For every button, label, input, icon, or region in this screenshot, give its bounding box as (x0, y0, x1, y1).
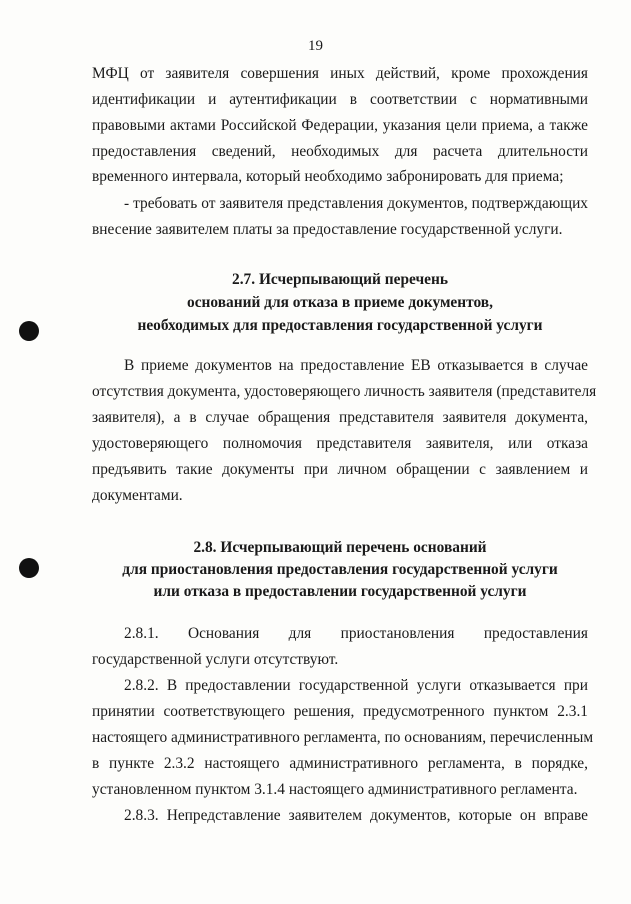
text-line: временного интервала, который необходимо забронировать для приема; (92, 168, 564, 185)
binder-hole (19, 558, 39, 578)
text-line: правовыми актами Российской Федерации, указания цели приема, а также (92, 117, 588, 134)
section-heading: для приостановления предоставления государственной услуги (122, 561, 558, 578)
text-line: предъявить такие документы при личном обращении с заявлением и (92, 461, 588, 478)
text-line: 2.8.2. В предоставлении государственной услуги отказывается при (124, 677, 588, 694)
text-line: заявителя), а в случае обращения представителя заявителя документа, (92, 409, 588, 426)
text-line: идентификации и аутентификации в соответствии с нормативными (92, 91, 588, 108)
text-line: 2.8.3. Непредставление заявителем документов, которые он вправе (124, 807, 588, 824)
text-line: удостоверяющего полномочия представителя заявителя, или отказа (92, 435, 588, 452)
section-heading: или отказа в предоставлении государственной услуги (153, 583, 527, 600)
text-line: предоставления сведений, необходимых для расчета длительности (92, 143, 588, 160)
text-line: документами. (92, 487, 183, 504)
text-line: в пункте 2.3.2 настоящего административного регламента, в порядке, (92, 755, 588, 772)
section-heading: необходимых для предоставления государственной услуги (137, 317, 543, 334)
section-heading: 2.8. Исчерпывающий перечень оснований (193, 539, 487, 556)
binder-hole (19, 321, 39, 341)
text-line: установленном пунктом 3.1.4 настоящего административного регламента. (92, 781, 578, 798)
section-heading: оснований для отказа в приеме документов, (187, 294, 493, 311)
text-line: принятии соответствующего решения, предусмотренного пунктом 2.3.1 (92, 703, 588, 720)
text-line: государственной услуги отсутствуют. (92, 651, 339, 668)
text-line: внесение заявителем платы за предоставление государственной услуги. (92, 221, 563, 238)
text-line: 2.8.1. Основания для приостановления предоставления (124, 625, 588, 642)
text-line: отсутствия документа, удостоверяющего личность заявителя (представителя (92, 383, 597, 400)
text-line: В приеме документов на предоставление ЕВ отказывается в случае (124, 357, 588, 374)
text-line: - требовать от заявителя представления документов, подтверждающих (124, 195, 588, 212)
page-number: 19 (308, 38, 323, 54)
text-line: МФЦ от заявителя совершения иных действий, кроме прохождения (92, 65, 588, 82)
text-line: настоящего административного регламента, по основаниям, перечисленным (92, 729, 594, 746)
section-heading: 2.7. Исчерпывающий перечень (232, 271, 448, 288)
